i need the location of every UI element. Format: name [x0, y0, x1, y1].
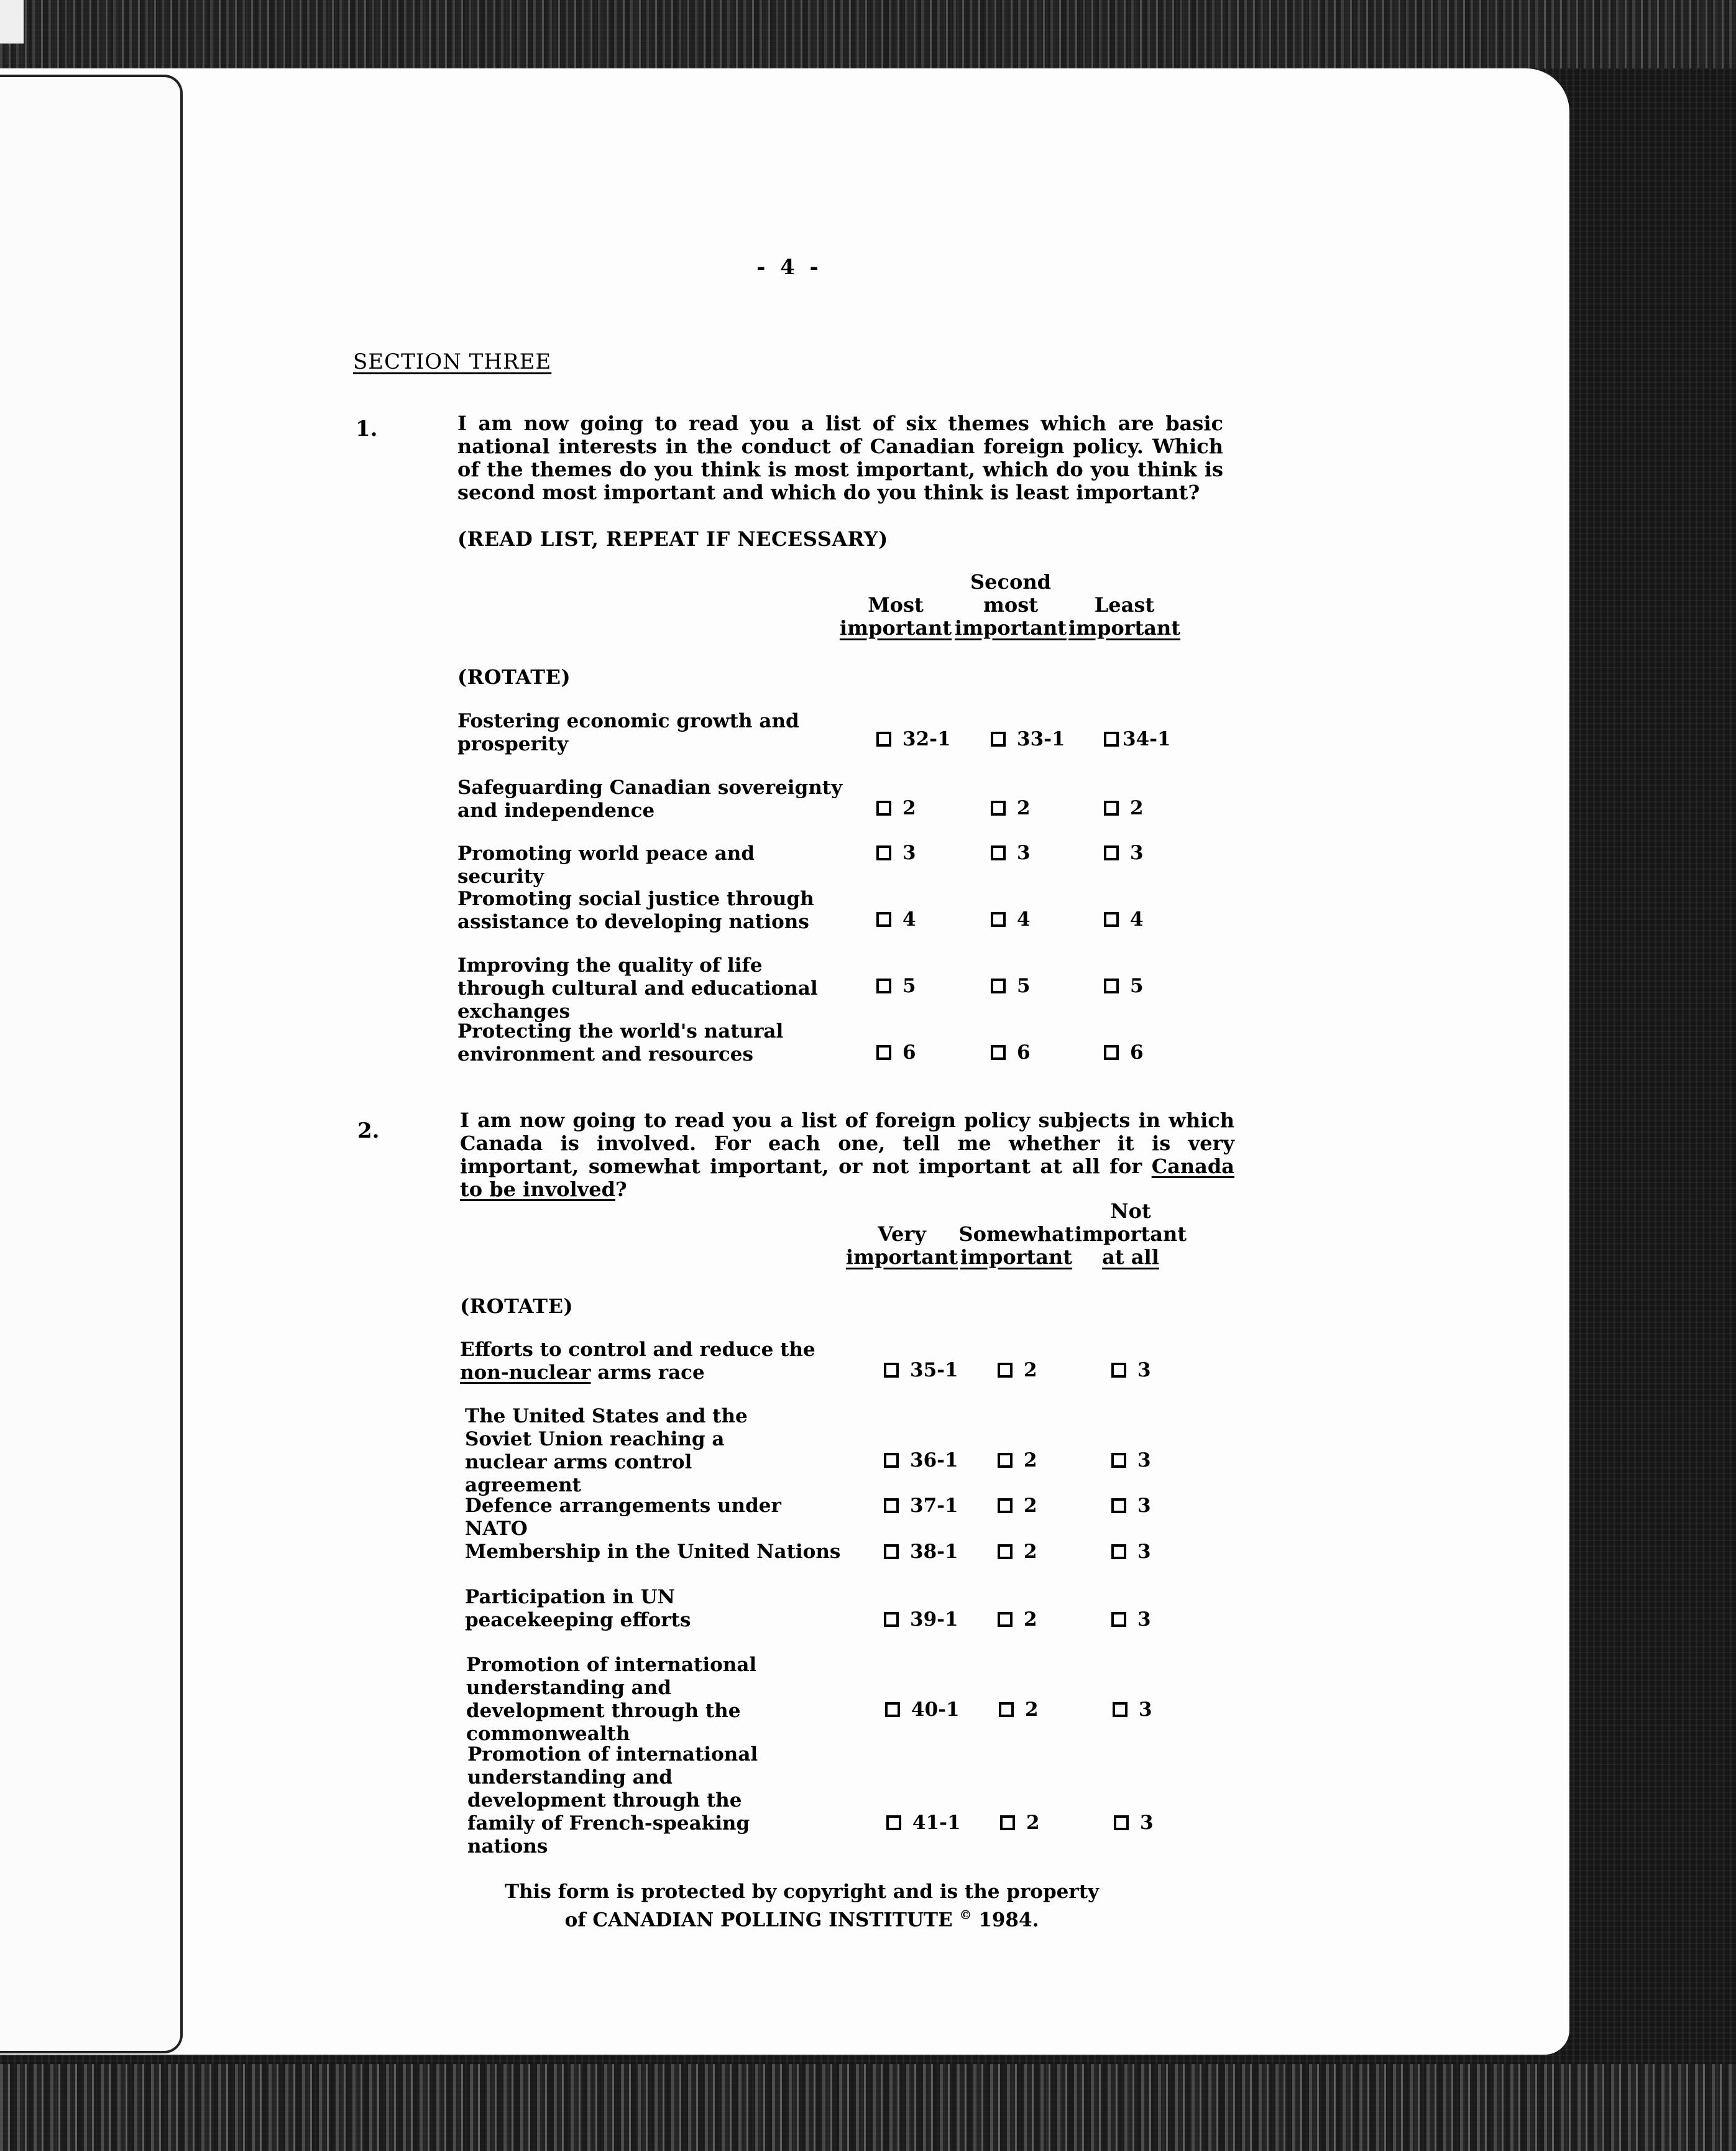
code: 2	[902, 797, 916, 819]
question-2-text	[460, 1109, 1234, 1201]
code: 3	[1139, 1698, 1152, 1721]
code: 37-1	[910, 1495, 958, 1517]
copyright-owner: of CANADIAN POLLING INSTITUTE	[564, 1909, 953, 1932]
q1-row3-second[interactable]	[991, 842, 1031, 864]
col-line2: Somewhat	[958, 1222, 1074, 1246]
col-line1: Not	[1110, 1199, 1151, 1223]
checkbox[interactable]	[998, 1544, 1013, 1559]
q2-row1-not[interactable]	[1111, 1359, 1151, 1381]
q2-row1-underlined: non-nuclear	[460, 1361, 591, 1384]
code: 4	[1017, 908, 1031, 931]
q2-row2-very[interactable]	[884, 1449, 958, 1472]
q2-row3-somewhat[interactable]	[998, 1495, 1037, 1517]
col-line2: Most	[868, 593, 924, 617]
checkbox[interactable]	[1111, 1453, 1126, 1468]
checkbox[interactable]	[1000, 1815, 1015, 1830]
q1-row4-most[interactable]	[876, 908, 916, 931]
section-title: SECTION THREE	[353, 349, 552, 374]
q1-row1-second[interactable]	[991, 728, 1065, 750]
code: 2	[1024, 1608, 1037, 1631]
code: 3	[1137, 1449, 1151, 1472]
question-2-text-end: ?	[615, 1177, 627, 1201]
checkbox[interactable]	[1111, 1612, 1126, 1627]
col-line1	[1065, 571, 1183, 594]
q2-row-label: Promotion of international understanding and development through the commonwealth	[466, 1654, 757, 1745]
checkbox[interactable]	[991, 732, 1006, 747]
checkbox[interactable]	[991, 801, 1006, 816]
code: 3	[1137, 1495, 1151, 1517]
q1-column-least-important	[1065, 571, 1183, 640]
q2-row-label: Membership in the United Nations	[465, 1541, 841, 1563]
checkbox[interactable]	[1104, 845, 1119, 860]
code: 3	[1017, 842, 1031, 864]
code: 39-1	[910, 1608, 958, 1631]
q1-row5-least[interactable]	[1104, 975, 1144, 997]
question-1-number: 1.	[356, 417, 378, 441]
checkbox[interactable]	[884, 1363, 899, 1378]
code: 2	[1130, 797, 1144, 819]
question-2-text-underlined: Canada to be involved	[460, 1154, 1234, 1201]
question-2-text-main: I am now going to read you a list of foreign policy subjects in which Canada is involved. For each one, tell me whether it is very important, somewhat important, or not important at all for	[460, 1108, 1234, 1178]
checkbox[interactable]	[991, 845, 1006, 860]
checkbox[interactable]	[1111, 1363, 1126, 1378]
checkbox[interactable]	[1104, 1045, 1119, 1060]
q2-row6-very[interactable]	[885, 1698, 960, 1721]
code: 6	[1017, 1041, 1031, 1064]
code: 35-1	[910, 1359, 958, 1381]
col-line2: most	[983, 593, 1038, 617]
q1-row4-second[interactable]	[991, 908, 1031, 931]
checkbox[interactable]	[876, 732, 891, 747]
col-line1	[843, 1200, 961, 1223]
q1-column-second-most-important	[952, 571, 1070, 640]
code: 2	[1024, 1449, 1037, 1472]
q2-row7-somewhat[interactable]	[1000, 1812, 1040, 1834]
code: 5	[902, 975, 916, 997]
q1-row-label: Promoting world peace and security	[457, 842, 755, 888]
checkbox[interactable]	[991, 912, 1006, 927]
col-line2: Least	[1094, 593, 1155, 617]
checkbox[interactable]	[998, 1612, 1013, 1627]
code: 5	[1130, 975, 1144, 997]
q1-row2-second[interactable]	[991, 797, 1031, 819]
checkbox[interactable]	[884, 1453, 899, 1468]
q1-row5-most[interactable]	[876, 975, 916, 997]
q1-row6-second[interactable]	[991, 1041, 1031, 1064]
code: 3	[1140, 1812, 1154, 1834]
code: 2	[1026, 1812, 1040, 1834]
code: 41-1	[912, 1812, 961, 1834]
checkbox[interactable]	[1113, 1702, 1127, 1717]
checkbox[interactable]	[991, 1045, 1006, 1060]
code: 6	[1130, 1041, 1144, 1064]
question-2-rotate: (ROTATE)	[460, 1294, 574, 1318]
col-line3: important	[954, 616, 1067, 640]
q2-row1-line2	[460, 1361, 845, 1384]
code: 38-1	[910, 1541, 958, 1563]
copyright-year: 1984.	[978, 1909, 1039, 1932]
q2-row7-very[interactable]	[886, 1812, 961, 1834]
q2-row1-rest: arms race	[590, 1361, 705, 1384]
code: 2	[1025, 1698, 1039, 1721]
q1-row3-least[interactable]	[1104, 842, 1144, 864]
checkbox[interactable]	[1104, 732, 1119, 747]
q1-row4-least[interactable]	[1104, 908, 1144, 931]
checkbox[interactable]	[876, 845, 891, 860]
code: 36-1	[910, 1449, 958, 1472]
code: 2	[1024, 1495, 1037, 1517]
checkbox[interactable]	[1104, 801, 1119, 816]
q2-row4-very[interactable]	[884, 1541, 958, 1563]
q2-row-label: Defence arrangements under NATO	[465, 1495, 781, 1540]
q1-row3-most[interactable]	[876, 842, 916, 864]
q1-row-label: Improving the quality of life through cultural and educational exchanges	[457, 954, 818, 1023]
checkbox[interactable]	[998, 1498, 1013, 1513]
q1-row6-most[interactable]	[876, 1041, 916, 1064]
code: 2	[1024, 1359, 1037, 1381]
q2-column-somewhat-important	[957, 1200, 1075, 1269]
q2-row4-somewhat[interactable]	[998, 1541, 1037, 1563]
q2-row6-not[interactable]	[1113, 1698, 1152, 1721]
code: 3	[1137, 1359, 1151, 1381]
q1-row2-least[interactable]	[1104, 797, 1144, 819]
question-1-rotate: (ROTATE)	[457, 665, 571, 689]
q2-row-label: The United States and the Soviet Union reaching a nuclear arms control agreement	[465, 1405, 748, 1496]
q2-row5-very[interactable]	[884, 1608, 958, 1631]
code: 6	[902, 1041, 916, 1064]
col-line1: Second	[970, 570, 1051, 594]
checkbox[interactable]	[876, 1045, 891, 1060]
code: 2	[1024, 1541, 1037, 1563]
q1-row5-second[interactable]	[991, 975, 1031, 997]
copyright-notice	[491, 1881, 1113, 1932]
code: 34-1	[1123, 728, 1171, 750]
code: 2	[1017, 797, 1031, 819]
q2-row1-line1: Efforts to control and reduce the	[460, 1338, 815, 1361]
question-1-instruction: (READ LIST, REPEAT IF NECESSARY)	[457, 527, 888, 551]
checkbox[interactable]	[876, 801, 891, 816]
checkbox[interactable]	[998, 1363, 1013, 1378]
col-line3: important	[1068, 616, 1181, 640]
checkbox[interactable]	[1104, 912, 1119, 927]
checkbox[interactable]	[999, 1702, 1014, 1717]
checkbox[interactable]	[1111, 1498, 1126, 1513]
q2-row-label	[460, 1338, 845, 1384]
col-line3: important	[845, 1245, 958, 1269]
q2-row6-somewhat[interactable]	[999, 1698, 1039, 1721]
q1-row2-most[interactable]	[876, 797, 916, 819]
q2-row-label: Promotion of international understanding and development through the family of French-speaking nations	[467, 1743, 758, 1858]
checkbox[interactable]	[1114, 1815, 1129, 1830]
checkbox[interactable]	[876, 912, 891, 927]
question-2-number: 2.	[357, 1118, 380, 1143]
checkbox[interactable]	[884, 1544, 899, 1559]
q2-row5-not[interactable]	[1111, 1608, 1151, 1631]
checkbox[interactable]	[876, 979, 891, 993]
q2-row1-somewhat[interactable]	[998, 1359, 1037, 1381]
checkbox[interactable]	[991, 979, 1006, 993]
q1-row6-least[interactable]	[1104, 1041, 1144, 1064]
q2-row7-not[interactable]	[1114, 1812, 1154, 1834]
q1-row-label: Protecting the world's natural environment and resources	[457, 1020, 784, 1066]
code: 32-1	[902, 728, 951, 750]
code: 5	[1017, 975, 1031, 997]
q2-row1-very[interactable]	[884, 1359, 958, 1381]
q2-row4-not[interactable]	[1111, 1541, 1151, 1563]
q1-row-label: Fostering economic growth and prosperity	[457, 710, 799, 755]
q2-row3-not[interactable]	[1111, 1495, 1151, 1517]
code: 4	[902, 908, 916, 931]
checkbox[interactable]	[1104, 979, 1119, 993]
code: 40-1	[911, 1698, 960, 1721]
q1-row1-most[interactable]	[876, 728, 951, 750]
q1-row-label: Safeguarding Canadian sovereignty and independence	[457, 776, 843, 822]
col-line2: important	[1074, 1222, 1187, 1246]
checkbox[interactable]	[884, 1612, 899, 1627]
checkbox[interactable]	[885, 1702, 900, 1717]
checkbox[interactable]	[884, 1498, 899, 1513]
question-1-text: I am now going to read you a list of six themes which are basic national interests in the conduct of Canadian foreign policy. Which of the themes do you think is most important, which do you think is second most important and which do you think is least important?	[457, 412, 1223, 504]
q2-column-very-important	[843, 1200, 961, 1269]
checkbox[interactable]	[886, 1815, 901, 1830]
q2-row2-not[interactable]	[1111, 1449, 1151, 1472]
copyright-line2	[491, 1904, 1113, 1932]
col-line1	[957, 1200, 1075, 1223]
code: 4	[1130, 908, 1144, 931]
code: 3	[1137, 1608, 1151, 1631]
q1-row1-least[interactable]	[1104, 728, 1171, 750]
col-line3: at all	[1102, 1245, 1159, 1269]
col-line2: Very	[878, 1222, 926, 1246]
copyright-symbol: ©	[959, 1907, 972, 1922]
col-line3: important	[839, 616, 952, 640]
q1-column-most-important	[837, 571, 955, 640]
checkbox[interactable]	[998, 1453, 1013, 1468]
page-number: - 4 -	[756, 255, 822, 280]
q1-row-label: Promoting social justice through assistance to developing nations	[457, 888, 814, 933]
q2-row3-very[interactable]	[884, 1495, 958, 1517]
q2-column-not-important	[1072, 1200, 1190, 1269]
checkbox[interactable]	[1111, 1544, 1126, 1559]
q2-row-label: Participation in UN peacekeeping efforts	[465, 1586, 691, 1631]
col-line1	[837, 571, 955, 594]
q2-row2-somewhat[interactable]	[998, 1449, 1037, 1472]
col-line3: important	[960, 1245, 1073, 1269]
copyright-line1: This form is protected by copyright and is the property	[504, 1881, 1100, 1903]
q2-row5-somewhat[interactable]	[998, 1608, 1037, 1631]
code: 3	[1137, 1541, 1151, 1563]
code: 3	[1130, 842, 1144, 864]
code: 3	[902, 842, 916, 864]
code: 33-1	[1017, 728, 1065, 750]
